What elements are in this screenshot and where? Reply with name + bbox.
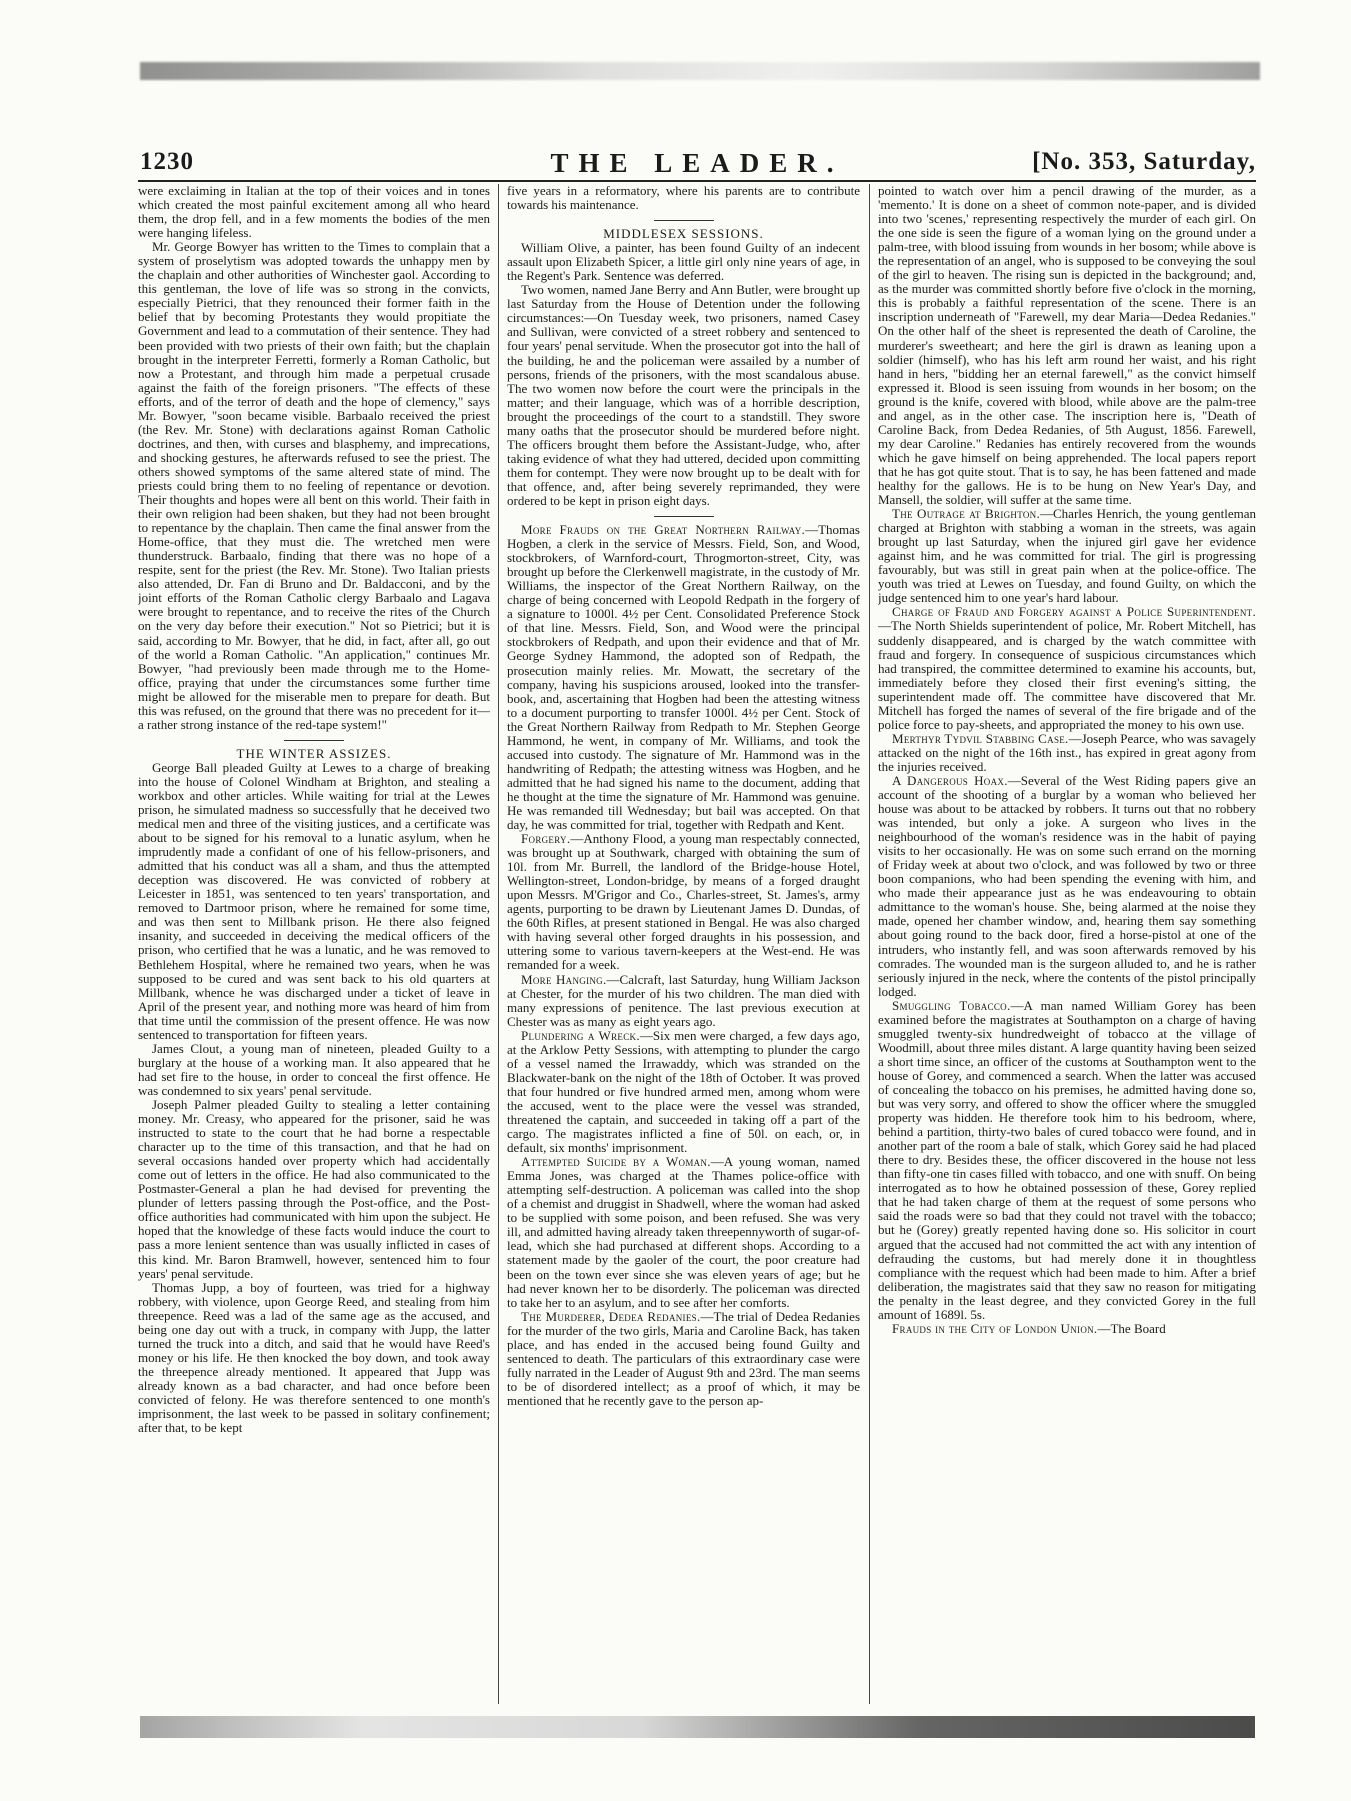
item-kicker: Frauds in the City of London Union. — [892, 1320, 1098, 1336]
paragraph: James Clout, a young man of nineteen, pleaded Guilty to a burglary at the house of a working man. It also appeared that he had set fire to the house, in order to conceal the first offence. He was condemned to six years' penal servitude. — [138, 1040, 490, 1098]
news-item — [878, 732, 1256, 774]
item-kicker: Plundering a Wreck. — [521, 1027, 640, 1043]
item-kicker: The Murderer, Dedea Redanies. — [521, 1308, 701, 1324]
newspaper-title: THE LEADER. — [550, 148, 844, 178]
item-text: —Joseph Pearce, who was savagely attacked on the night of the 16th inst., has expired in great agony from the injuries received. — [878, 730, 1256, 774]
item-text: —Anthony Flood, a young man respectably connected, was brought up at Southwark, charged with obtaining the sum of 10l. from Mr. Burrell, the landlord of the Bridge-house Hotel, Wellington-street, London-bridge, by means of a forged draught upon Messrs. M'Grigor and Co., Charles-street, St. James's, army agents, purporting to be drawn by Lieutenant James D. Dundas, of the 60th Rifles, at present stationed in Bengal. He was also charged with having several other forged draughts in his possession, and uttering some to various tavern-keepers at the West-end. He was remanded for a week. — [507, 831, 860, 973]
paragraph: five years in a reformatory, where his parents are to contribute towards his maintenance. — [507, 184, 860, 213]
news-item — [878, 1322, 1256, 1336]
page-number: 1230 — [140, 148, 194, 175]
item-text: —Calcraft, last Saturday, hung William Jackson at Chester, for the murder of his two children. The man died with many expressions of penitence. The last previous execution at Chester was as many as eight years ago. — [507, 971, 860, 1029]
item-kicker: Forgery. — [521, 831, 571, 847]
column-3 — [878, 184, 1256, 1704]
column-rule — [498, 184, 499, 1704]
item-text: —The Board — [1097, 1320, 1166, 1336]
item-text: —The North Shields superintendent of police, Mr. Robert Mitchell, has suddenly disappeared, and is charged by the watch committee with fraud and forgery. In consequence of suspicious circumstances which had transpired, the committee determined to examine his accounts, but, immediately before they closed their first evening's sitting, the superintendent made off. The committee have discovered that Mr. Mitchell has forged the names of several of the fire brigade and of the police force to pay-sheets, and appropriated the money to his own use. — [878, 618, 1256, 732]
item-kicker: Merthyr Tydvil Stabbing Case. — [892, 730, 1069, 746]
news-item — [878, 999, 1256, 1322]
column-2 — [507, 184, 860, 1704]
news-item — [878, 774, 1256, 999]
item-kicker: More Hanging. — [521, 971, 607, 987]
item-text: —Charles Henrich, the young gentleman charged at Brighton with stabbing a woman in the streets, was again brought up last Saturday, when the injured girl gave her evidence against him, and he was committed for trial. The girl is progressing favourably, but was still in great pain when at the police-office. The youth was tried at Lewes on Tuesday, and found Guilty, on which the judge sentenced him to one year's hard labour. — [878, 506, 1256, 606]
item-kicker: More Frauds on the Great Northern Railway. — [521, 522, 806, 538]
item-kicker: Attempted Suicide by a Woman. — [521, 1154, 711, 1170]
paragraph: George Ball pleaded Guilty at Lewes to a charge of breaking into the house of Colonel Windham at Brighton, and stealing a workbox and other articles. While waiting for trial at the Lewes prison, he simulated madness so successfully that he deceived two medical men and three of the visiting justices, and a certificate was about to be signed for his removal to a lunatic asylum, when he imprudently made a confidant of one of his fellow-prisoners, and admitted that his conduct was all a sham, and thus the attempted deception was discovered. He was convicted of robbery at Leicester in 1851, was sentenced to ten years' transportation, and removed to Dartmoor prison, where he remained for some time, and was then sent to Millbank prison. He there also feigned insanity, and succeeded in deceiving the medical officers of the prison, who certified that he was a lunatic, and he was removed to Bethlehem Hospital, where he remained two years, when he was supposed to be cured and was sent back to his old quarters at Millbank, whence he was discharged under a ticket of leave in April of the present year, and nothing more was heard of him from that time until the commission of the present offence. He was now sentenced to transportation for fifteen years. — [138, 759, 490, 1042]
item-text: —Several of the West Riding papers give an account of the shooting of a burglar by a woman who believed her house was about to be attacked by robbers. It turns out that no robbery was intended, but only a joke. A surgeon who lives in the neighbourhood of the woman's residence was in the habit of paying visits to her occasionally. He was on some such errand on the morning of Friday week at about two o'clock, and was followed by two or three boon companions, who had been spending the evening with him, and who made their appearance just as he was endeavouring to obtain admittance to the woman's house. She, being alarmed at the noise they made, opened her chamber window, and, hearing them say something about going round to the back door, fired a horse-pistol at one of the intruders, who instantly fell, and was soon afterwards removed by his comrades. The wounded man is the surgeon alluded to, and he is rather seriously injured in the neck, where the contents of the pistol principally lodged. — [878, 772, 1256, 999]
article-columns — [138, 184, 1256, 1704]
column-1 — [138, 184, 490, 1704]
paragraph: Thomas Jupp, a boy of fourteen, was tried for a highway robbery, with violence, upon George Reed, and stealing from him threepence. Reed was a lad of the same age as the accused, and being one day out with a truck, in company with Jupp, the latter turned the truck into a ditch, and said that he would have Reed's money or his life. He then knocked the boy down, and took away the threepence already mentioned. It appeared that Jupp was already known as a bad character, and had once before been convicted of felony. He was therefore sentenced to one month's imprisonment, the last week to be passed in solitary confinement; after that, to be kept — [138, 1279, 490, 1436]
news-item — [507, 973, 860, 1029]
news-item — [507, 1310, 860, 1408]
scan-edge-bottom — [140, 1716, 1255, 1738]
scan-edge-top — [140, 62, 1260, 80]
paragraph: Mr. George Bowyer has written to the Times to complain that a system of proselytism was adopted towards the unhappy men by the chaplain and other authorities of Winchester gaol. According to this gentleman, the love of life was so strong in the convicts, especially Pietrici, that they renounced their former faith in the belief that by becoming Protestants they would propitiate the Government and lead to a commutation of their sentence. They had been provided with two priests of their own faith; but the chaplain brought in the interpreter Ferretti, formerly a Roman Catholic, but now a Protestant, and through him made a perpetual crusade against the faith of the foreign prisoners. "The effects of these efforts, and of the terror of death and the hope of clemency," says Mr. Bowyer, "soon became visible. Barbaalo received the priest (the Rev. Mr. Stone) with declarations against Roman Catholic doctrines, and then, with curses and blasphemy, and imprecations, and shocking gestures, he afterwards refused to see the priest. The others showed symptoms of the same altered state of mind. The priests could bring them to no feeling of repentance or devotion. Their thoughts and hopes were all bent on this world. Their faith in their own religion had been shaken, but they had not been brought to repentance by the chaplain. Then came the final answer from the Home-office, that they must die. The wretched men were thunderstruck. Barbaalo, finding that there was no hope of a respite, sent for the priest (the Rev. Mr. Stone). Two Italian priests also attended, Dr. Fan di Bruno and Dr. Baldacconi, and by the joint efforts of the Roman Catholic clergy Barbaalo and Lagava were brought to repentance, and to receive the rites of the Church on the very day before their execution." Not so Pietrici; but it is said, according to Mr. Bowyer, that he did, in fact, after all, go out of the world a Roman Catholic. "An application," continues Mr. Bowyer, "had previously been made through me to the Home-office, praying that under the circumstances some further time might be allowed for the miserable men to prepare for death. But this was refused, on the ground that there was no precedent for it—a rather strong instance of the red-tape system!" — [138, 239, 490, 732]
masthead — [138, 148, 1256, 182]
paragraph: William Olive, a painter, has been found Guilty of an indecent assault upon Elizabeth Spicer, a little girl only nine years of age, in the Regent's Park. Sentence was deferred. — [507, 240, 860, 284]
paragraph: Joseph Palmer pleaded Guilty to stealing a letter containing money. Mr. Creasy, who appeared for the prisoner, said he was instructed to state to the court that he had borne a respectable character up to the time of this transaction, and that he had on several occasions handed over property which had accidentally come out of letters in the office. He had also communicated to the Postmaster-General a plan he had devised for preventing the plunder of letters passing through the Post-office, and the Post-office authorities had communicated with him upon the subject. He hoped that the knowledge of these facts would induce the court to pass a more lenient sentence than was usually inflicted in cases of this kind. Mr. Baron Bramwell, however, sentenced him to four years' penal servitude. — [138, 1097, 490, 1281]
item-kicker: Charge of Fraud and Forgery against a Police Superintendent. — [892, 604, 1256, 620]
issue-label: [No. 353, Saturday, — [1032, 148, 1256, 175]
section-heading: THE WINTER ASSIZES. — [236, 745, 392, 761]
section-divider — [654, 516, 714, 517]
news-item — [878, 507, 1256, 605]
news-item — [878, 605, 1256, 731]
item-text: —Thomas Hogben, a clerk in the service of Messrs. Field, Son, and Wood, stockbrokers, of Warnford-court, Throgmorton-street, City, was brought up before the Clerkenwell magistrate, in the custody of Mr. Williams, the inspector of the Great Northern Railway, on the charge of being concerned with Leopold Redpath in the forgery of a signature to 1000l. 4½ per Cent. Consolidated Preference Stock of that line. Messrs. Field, Son, and Wood were the principal stockbrokers of Redpath, and upon their evidence and that of Mr. George Sydney Hammond, the adopted son of Redpath, the prosecution mainly relies. Mr. Mowatt, the secretary of the company, having his suspicions aroused, looked into the transfer-book, and, ascertaining that Hogben had been the attesting witness to a document purporting to transfer 1000l. 4½ per Cent. Stock of the Great Northern Railway from Redpath to Mr. Stephen George Hammond, he went, in company of Mr. Williams, and took the accused into custody. The signature of Mr. Hammond was in the handwriting of Redpath; the attesting witness was Hogben, and he admitted that he had signed his name to the document, adding that he thought at the time the signature of Mr. Hammond was genuine. He was remanded till Wednesday; but bail was accepted. On that day, he was committed for trial, together with Redpath and Kent. — [507, 522, 860, 833]
section-divider — [654, 220, 714, 221]
news-item — [507, 1029, 860, 1155]
section-heading: MIDDLESEX SESSIONS. — [603, 226, 764, 242]
item-kicker: A Dangerous Hoax. — [892, 772, 1008, 788]
item-kicker: The Outrage at Brighton. — [892, 506, 1041, 522]
news-item — [507, 832, 860, 972]
column-rule — [869, 184, 870, 1704]
item-text: —A man named William Gorey has been examined before the magistrates at Southampton on a charge of having smuggled twenty-six hundredweight of tobacco at the village of Woodmill, about three miles distant. A large quantity having been seized a short time since, an officer of the customs at Southampton went to the house of Gorey, and commenced a search. When the latter was accused of concealing the tobacco on his premises, he admitted having done so, but was very sorry, and offered to show the officer where the smuggled property was hidden. He therefore took him to his bedroom, where, behind a partition, thirty-two bales of cured tobacco were found, and in another part of the room a bale of stalk, which Gorey said he had placed there to dry. Besides these, the officer discovered in the house not less than fifty-one tin cases filled with tobacco, and one with snuff. On being interrogated as to how he obtained possession of these, Gorey replied that he had taken charge of them at the request of some persons who said the roads were so bad that they could not travel with the tobacco; but he (Gorey) greatly repented having done so. His solicitor in court argued that the accused had not committed the act with any intention of defrauding the customs, but had merely done it in thoughtless compliance with the request which had been made to him. After a brief deliberation, the magistrates said that they saw no reason for mitigating the penalty in the least degree, and they convicted Gorey in the full amount of 1689l. 5s. — [878, 997, 1256, 1322]
news-item — [507, 1155, 860, 1310]
paragraph: were exclaiming in Italian at the top of their voices and in tones which created the most painful excitement among all who heard them, the drop fell, and in a few moments the bodies of the men were hanging lifeless. — [138, 184, 490, 241]
item-text: —The trial of Dedea Redanies for the murder of the two girls, Maria and Caroline Back, has taken place, and has ended in the accused being found Guilty and sentenced to death. The particulars of this extraordinary case were fully narrated in the Leader of August 9th and 23rd. The man seems to be of disordered intellect; as a proof of which, it may be mentioned that he recently gave to the person ap- — [507, 1308, 860, 1408]
section-divider — [284, 740, 344, 741]
paragraph: pointed to watch over him a pencil drawing of the murder, as a 'memento.' It is done on a sheet of common note-paper, and is divided into two 'scenes,' representing respectively the murder of each girl. On the one side is seen the figure of a woman lying on the ground under a palm-tree, with blood issuing from wounds in her bosom; while above is the representation of an angel, who is supposed to be conveying the soul of the girl to heaven. The rising sun is depicted in the background; and, as the murder was committed shortly before five o'clock in the morning, this is probably a faithful representation of the scene. There is an inscription underneath of "Farewell, my dear Maria—Dedea Redanies." On the other half of the sheet is represented the death of Caroline, the murderer's sweetheart; and here the girl is drawn as leaning upon a soldier (himself), who has his left arm round her waist, and his right hand in hers, "bidding her an eternal farewell," as the convict himself expressed it. Blood is seen issuing from wounds in her bosom; on the ground is the knife, covered with blood, while above are the palm-tree and angel, as in the other case. The inscription here is, "Death of Caroline Back, from Dedea Redanies, of 5th August, 1856. Farewell, my dear Caroline." Redanies has entirely recovered from the wounds which he gave himself on being apprehended. The local papers report that he has got quite stout. That is to say, he has been fattened and made healthy for the gallows. He is to be hung on New Year's Day, and Mansell, the soldier, will suffer at the same time. — [878, 184, 1256, 508]
item-text: —A young woman, named Emma Jones, was charged at the Thames police-office with attempting self-destruction. A policeman was called into the shop of a chemist and druggist in Shadwell, where the woman had asked to be supplied with some poison, and been refused. She was very ill, and admitted having already taken threepennyworth of sugar-of-lead, which she had purchased at different shops. According to a statement made by the gaoler of the court, the poor creature had been on the town ever since she was eleven years of age; but he had never known her to be disorderly. The policeman was directed to take her to an asylum, and to see after her comforts. — [507, 1154, 860, 1310]
item-kicker: Smuggling Tobacco. — [892, 997, 1011, 1013]
news-item — [507, 523, 860, 832]
item-text: —Six men were charged, a few days ago, at the Arklow Petty Sessions, with attempting to plunder the cargo of a vessel named the Irrawaddy, which was stranded on the Blackwater-bank on the night of the 18th of October. It was proved that four hundred or five hundred armed men, among whom were the accused, went to the place were the vessel was stranded, threatened the captain, and succeeded in taking off a part of the cargo. The magistrates inflicted a fine of 50l. on each, or, in default, six months' imprisonment. — [507, 1027, 860, 1156]
paragraph: Two women, named Jane Berry and Ann Butler, were brought up last Saturday from the House of Detention under the following circumstances:—On Tuesday week, two prisoners, named Casey and Sullivan, were convicted of a street robbery and sentenced to four years' penal servitude. When the prosecutor got into the hall of the building, he and the policeman were assailed by a number of persons, friends of the prisoners, with the most scandalous abuse. The two women now before the court were the principals in the matter; and their language, which was of a horrible description, brought the proceedings of the court to a standstill. They swore many oaths that the prosecutor should be murdered before night. The officers brought them before the Assistant-Judge, who, after taking evidence of what they had uttered, decided upon committing them for contempt. They were now brought up to be dealt with for that offence, and, after being severely reprimanded, they were ordered to be kept in prison eight days. — [507, 282, 860, 508]
